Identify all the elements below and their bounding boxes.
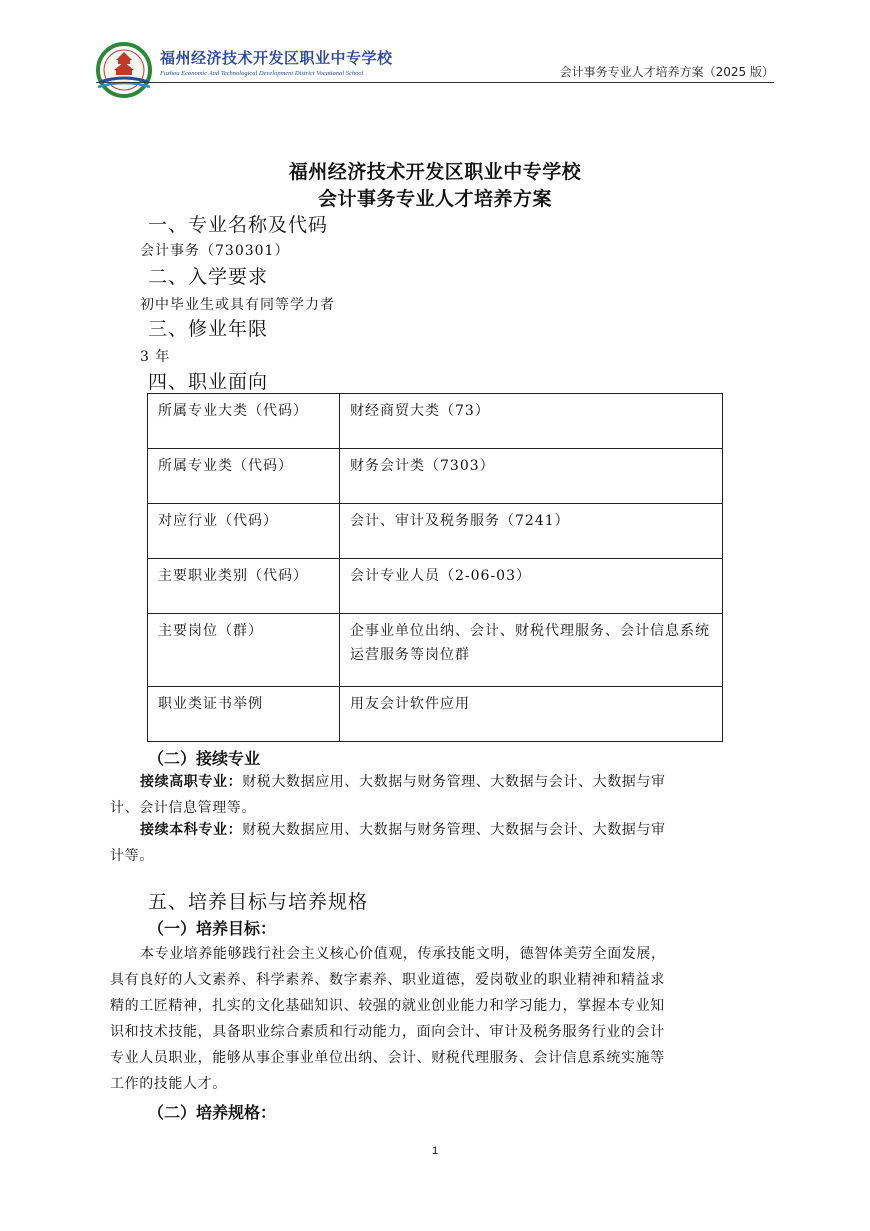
table-row bbox=[148, 394, 723, 449]
table-value: 财务会计类（7303） bbox=[340, 449, 723, 504]
goal-line: 本专业培养能够践行社会主义核心价值观，传承技能文明，德智体美劳全面发展， bbox=[140, 946, 666, 962]
table-value: 用友会计软件应用 bbox=[340, 687, 723, 742]
table-key: 主要职业类别（代码） bbox=[148, 559, 340, 614]
continuation-vocational bbox=[110, 769, 765, 821]
page-number: 1 bbox=[431, 1145, 439, 1157]
section3-heading: 三、修业年限 bbox=[148, 318, 269, 340]
school-name-cn: 福州经济技术开发区职业中专学校 bbox=[160, 49, 393, 67]
table-value: 财经商贸大类（73） bbox=[340, 394, 723, 449]
header-doc-title: 会计事务专业人才培养方案（2025 版） bbox=[559, 65, 774, 79]
occupation-table bbox=[147, 393, 723, 742]
header-divider bbox=[96, 82, 774, 83]
section3-body: 3 年 bbox=[140, 349, 171, 365]
section5-heading: 五、培养目标与培养规格 bbox=[148, 891, 369, 913]
continuation-bachelor-line1: 财税大数据应用、大数据与财务管理、大数据与会计、大数据与审 bbox=[242, 822, 666, 838]
goal-line: 工作的技能人才。 bbox=[110, 1076, 227, 1092]
table-key: 主要岗位（群） bbox=[148, 614, 340, 687]
school-name-en: Fuzhou Economic And Technological Development District Vocational School bbox=[160, 70, 364, 77]
continuation-vocational-line2: 计、会计信息管理等。 bbox=[110, 800, 256, 816]
doc-title-line2: 会计事务专业人才培养方案 bbox=[317, 188, 552, 210]
section2-heading: 二、入学要求 bbox=[148, 266, 269, 288]
section2-body: 初中毕业生或具有同等学力者 bbox=[140, 297, 335, 313]
continuation-bachelor-label: 接续本科专业： bbox=[140, 822, 243, 838]
section4-heading: 四、职业面向 bbox=[148, 371, 269, 393]
table-row bbox=[148, 559, 723, 614]
continuation-bachelor-line2: 计等。 bbox=[110, 848, 154, 864]
goal-line: 具有良好的人文素养、科学素养、数字素养、职业道德，爱岗敬业的职业精神和精益求 bbox=[110, 972, 665, 988]
section5-sub1-heading: （一）培养目标： bbox=[148, 919, 277, 938]
school-emblem-icon bbox=[94, 42, 154, 98]
table-key: 对应行业（代码） bbox=[148, 504, 340, 559]
table-key: 职业类证书举例 bbox=[148, 687, 340, 742]
table-row bbox=[148, 614, 723, 687]
table-value: 会计、审计及税务服务（7241） bbox=[340, 504, 723, 559]
section1-heading: 一、专业名称及代码 bbox=[148, 214, 329, 236]
continuation-bachelor bbox=[110, 817, 765, 869]
goal-line: 精的工匠精神，扎实的文化基础知识、较强的就业创业能力和学习能力，掌握本专业知 bbox=[110, 998, 665, 1014]
doc-title-line1: 福州经济技术开发区职业中专学校 bbox=[288, 161, 582, 183]
table-key: 所属专业类（代码） bbox=[148, 449, 340, 504]
goal-line: 专业人员职业，能够从事企事业单位出纳、会计、财税代理服务、会计信息系统实施等 bbox=[110, 1050, 665, 1066]
table-row bbox=[148, 687, 723, 742]
table-value: 企事业单位出纳、会计、财税代理服务、会计信息系统运营服务等岗位群 bbox=[340, 614, 723, 687]
table-row bbox=[148, 504, 723, 559]
continuation-vocational-label: 接续高职专业： bbox=[140, 774, 243, 790]
section5-sub2-heading: （二）培养规格： bbox=[148, 1103, 277, 1122]
section1-body: 会计事务（730301） bbox=[140, 243, 290, 259]
table-row bbox=[148, 449, 723, 504]
training-goal-paragraph bbox=[110, 941, 765, 1097]
goal-line: 识和技术技能，具备职业综合素质和行动能力，面向会计、审计及税务服务行业的会计 bbox=[110, 1024, 665, 1040]
table-key: 所属专业大类（代码） bbox=[148, 394, 340, 449]
table-value: 会计专业人员（2-06-03） bbox=[340, 559, 723, 614]
continuation-vocational-line1: 财税大数据应用、大数据与财务管理、大数据与会计、大数据与审 bbox=[242, 774, 666, 790]
section4-sub2-heading: （二）接续专业 bbox=[148, 749, 261, 768]
